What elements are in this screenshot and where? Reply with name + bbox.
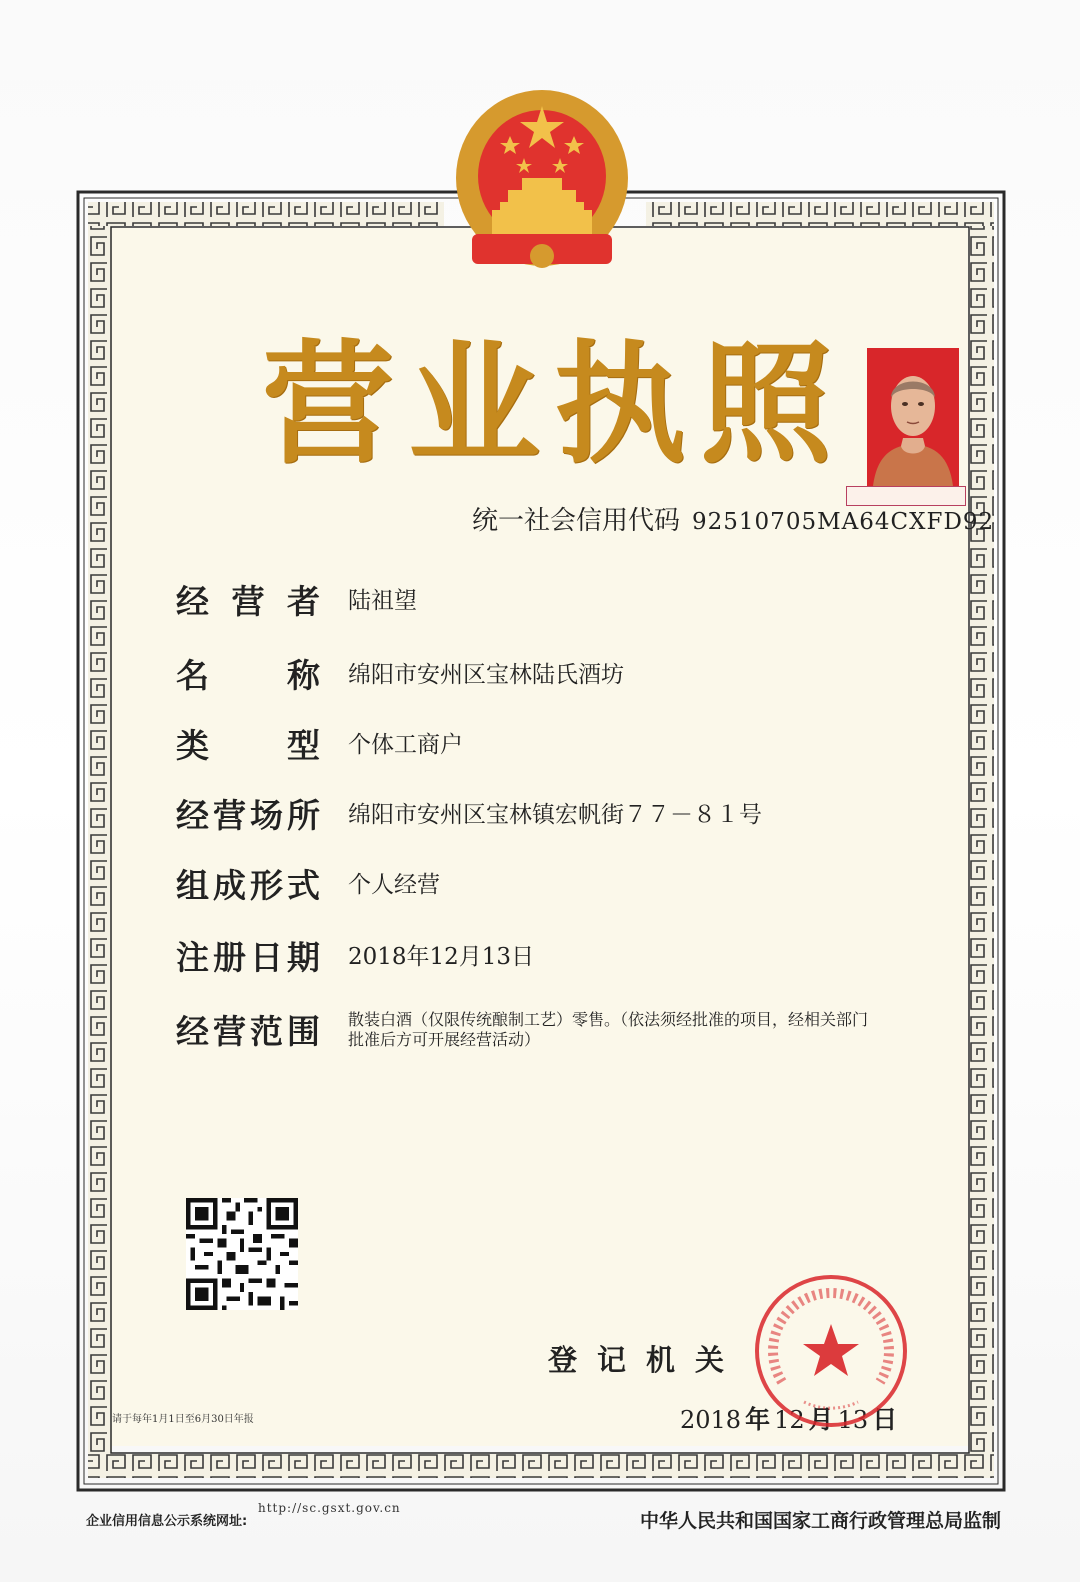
label-char: 所 [287,796,320,835]
field-label [176,1006,320,1053]
field-value: 散装白酒（仅限传统酿制工艺）零售。（依法须经批准的项目，经相关部门批准后方可开展经营活动） [348,1010,869,1049]
label-char: 式 [287,866,320,905]
field-premises [176,790,876,842]
issue-day-unit: 日 [872,1405,898,1434]
authority-char: 记 [596,1343,626,1377]
annual-report-note: 请于每年1月1日至6月30日年报 [112,1414,254,1425]
label-char: 册 [213,938,246,977]
label-char: 者 [287,582,320,621]
field-type [176,720,876,772]
field-label [176,650,320,697]
label-char: 营 [213,1012,246,1051]
issue-day: 13 [837,1406,869,1434]
field-value: 个人经营 [348,872,440,898]
label-char: 营 [213,796,246,835]
label-char: 称 [287,656,320,695]
field-value: 2018年12月13日 [348,944,535,970]
label-char: 类 [176,726,209,765]
label-char: 日 [250,938,283,977]
national-emblem-icon [452,86,632,282]
label-char: 期 [287,938,320,977]
authority-char: 关 [694,1343,724,1377]
field-value: 绵阳市安州区宝林镇宏帆街７７－８１号 [348,802,762,828]
field-label [176,932,320,979]
field-label [176,576,320,623]
qr-code[interactable] [186,1198,298,1310]
label-char: 形 [250,866,283,905]
field-label [176,720,320,767]
authority-char: 登 [548,1343,578,1377]
footer-url-link[interactable]: http://sc.gsxt.gov.cn [258,1501,401,1515]
portrait-image [867,348,959,486]
issue-month-unit: 月 [808,1405,834,1434]
field-operator [176,576,876,628]
title-char: 照 [700,328,832,482]
license-title [262,330,832,480]
owner-photo [867,348,959,486]
field-business-scope [176,1006,876,1076]
label-char: 经 [176,796,209,835]
credit-code-line [472,500,994,536]
label-char: 型 [287,726,320,765]
title-char: 执 [554,328,686,482]
official-seal-stamp [752,1272,910,1430]
field-value: 个体工商户 [348,732,463,758]
footer-system-label: 企业信用信息公示系统网址: [86,1514,248,1529]
authority-char: 机 [645,1343,675,1377]
label-char: 范 [250,1012,283,1051]
label-char: 组 [176,866,209,905]
field-registration-date [176,932,876,984]
footer-supervisor: 中华人民共和国国家工商行政管理总局监制 [640,1510,1002,1532]
field-label [176,790,320,837]
label-char: 成 [213,866,246,905]
field-value: 陆祖望 [348,588,417,614]
field-label [176,860,320,907]
label-char: 注 [176,938,209,977]
field-composition [176,860,876,912]
title-char: 营 [262,328,394,482]
credit-code-label: 统一社会信用代码 [472,506,681,536]
registration-authority [548,1338,724,1379]
credit-code-value: 92510705MA64CXFD92 [692,509,995,535]
issue-month: 12 [774,1406,805,1434]
label-char: 场 [250,796,283,835]
label-char: 名 [176,656,209,695]
issue-year-unit: 年 [745,1405,771,1434]
field-value: 绵阳市安州区宝林陆氏酒坊 [348,662,624,688]
label-char: 经 [176,1012,209,1051]
field-name [176,650,876,702]
label-char: 营 [231,582,265,621]
issue-year: 2018 [680,1406,742,1434]
title-char: 业 [408,328,540,482]
label-char: 围 [287,1012,320,1051]
label-char: 经 [176,582,209,621]
